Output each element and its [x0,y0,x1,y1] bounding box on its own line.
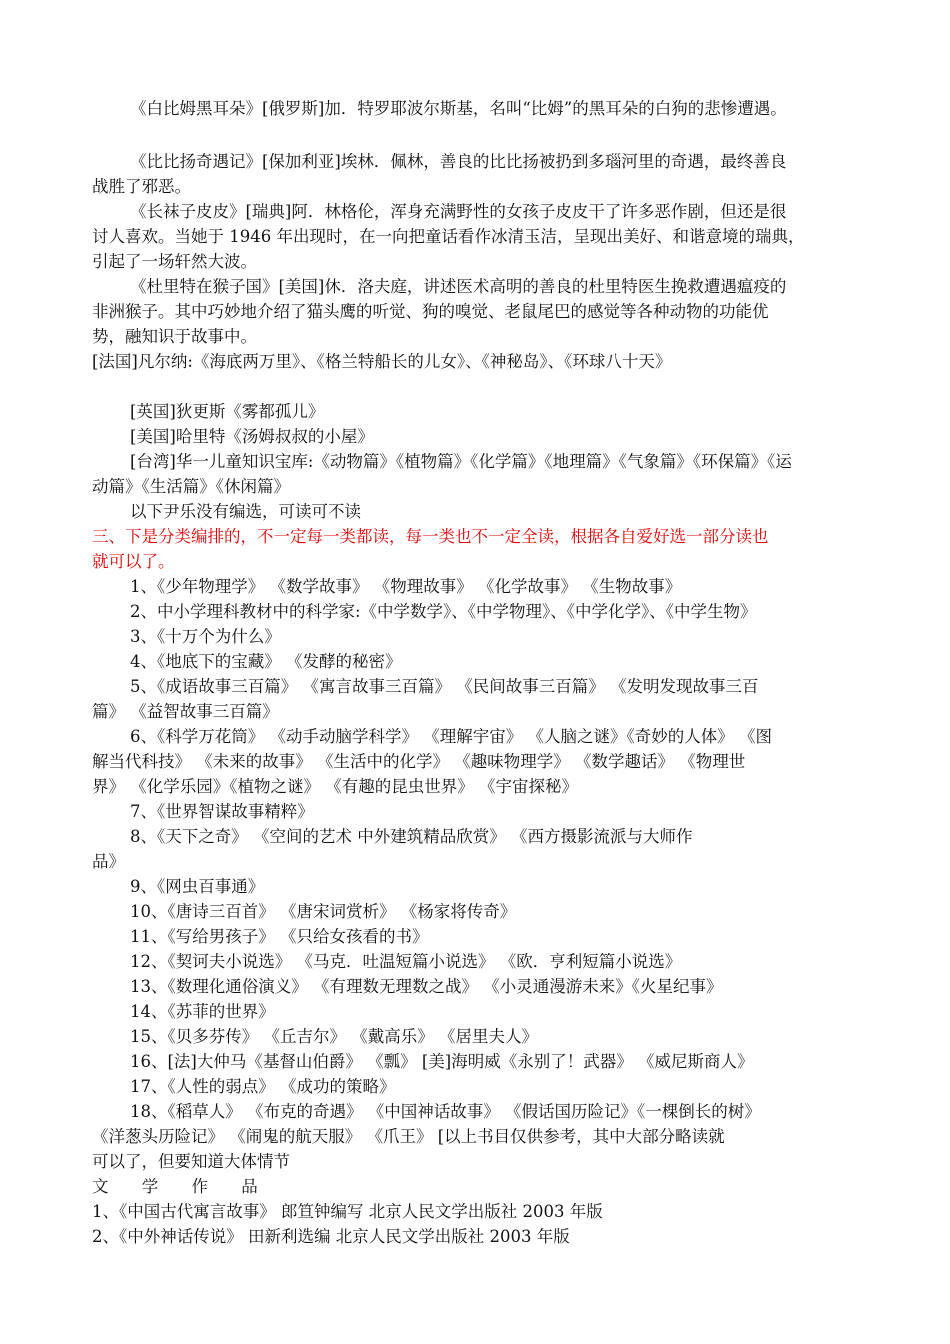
text-line: 《比比扬奇遇记》[保加利亚]埃林．佩林，善良的比比扬被扔到多瑙河里的奇遇，最终善良 [130,152,787,171]
text-line: 《长袜子皮皮》[瑞典]阿．林格伦，浑身充满野性的女孩子皮皮干了许多恶作剧，但还是很 [130,202,787,221]
text-line: 界》 《化学乐园》《植物之谜》 《有趣的昆虫世界》 《宇宙探秘》 [92,777,578,796]
text-line: 10、《唐诗三百首》 《唐宋词赏析》 《杨家将传奇》 [130,902,517,921]
text-line: 解当代科技》 《未来的故事》 《生活中的化学》 《趣味物理学》 《数学趣话》 《物理世 [92,752,746,771]
text-line: 17、《人性的弱点》 《成功的策略》 [130,1077,396,1096]
highlight-text-line: 就可以了。 [92,552,175,571]
text-line: 15、《贝多芬传》 《丘吉尔》 《戴高乐》 《居里夫人》 [130,1027,538,1046]
text-line: 14、《苏菲的世界》 [130,1002,275,1021]
text-line: 13、《数理化通俗演义》 《有理数无理数之战》 《小灵通漫游未来》《火星纪事》 [130,977,723,996]
text-line: 《白比姆黑耳朵》[俄罗斯]加．特罗耶波尔斯基，名叫“比姆”的黑耳朵的白狗的悲惨遭遇。 [130,99,787,118]
text-line: 讨人喜欢。当她于 1946 年出现时，在一向把童话看作冰清玉洁，呈现出美好、和谐意境的瑞典， [92,227,805,246]
text-line: 11、《写给男孩子》 《只给女孩看的书》 [130,927,429,946]
highlight-text-line: 三、下是分类编排的，不一定每一类都读，每一类也不一定全读，根据各自爱好选一部分读也 [92,527,769,546]
text-line: 1、《少年物理学》 《数学故事》 《物理故事》 《化学故事》 《生物故事》 [130,577,682,596]
text-line: 1、《中国古代寓言故事》 郎笪钟编写 北京人民文学出版社 2003 年版 [92,1202,603,1221]
text-line: 2、中小学理科教材中的科学家:《中学数学》、《中学物理》、《中学化学》、《中学生物》 [130,602,757,621]
text-line: [法国]凡尔纳:《海底两万里》、《格兰特船长的儿女》、《神秘岛》、《环球八十天》 [92,352,672,371]
text-line: 品》 [92,852,125,871]
text-line: 引起了一场轩然大波。 [92,252,257,271]
text-line: 战胜了邪恶。 [92,177,191,196]
text-line: 《洋葱头历险记》 《闹鬼的航天服》 《爪王》 [以上书目仅供参考，其中大部分略读就 [92,1127,725,1146]
text-line: [美国]哈里特《汤姆叔叔的小屋》 [130,427,374,446]
text-line: 12、《契诃夫小说选》 《马克．吐温短篇小说选》 《欧．亨利短篇小说选》 [130,952,682,971]
text-line: 势，融知识于故事中。 [92,327,257,346]
text-line: 6、《科学万花筒》 《动手动脑学科学》 《理解宇宙》 《人脑之谜》《奇妙的人体》 《图 [130,727,772,746]
text-line: 8、《天下之奇》 《空间的艺术 中外建筑精品欣赏》 《西方摄影流派与大师作 [130,827,693,846]
text-line: [英国]狄更斯《雾都孤儿》 [130,402,325,421]
text-line: 文 学 作 品 [92,1177,272,1196]
text-line: 4、《地底下的宝藏》 《发酵的秘密》 [130,652,402,671]
text-line: 《杜里特在猴子国》[美国]休．洛夫庭，讲述医术高明的善良的杜里特医生挽救遭遇瘟疫的 [130,277,787,296]
text-line: 5、《成语故事三百篇》 《寓言故事三百篇》 《民间故事三百篇》 《发明发现故事三百 [130,677,759,696]
text-line: 可以了，但要知道大体情节 [92,1152,290,1171]
text-line: 3、《十万个为什么》 [130,627,281,646]
text-line: 动篇》《生活篇》《休闲篇》 [92,477,290,496]
text-line: 以下尹乐没有编选，可读可不读 [130,502,361,521]
text-line: 篇》 《益智故事三百篇》 [92,702,279,721]
text-line: 2、《中外神话传说》 田新利选编 北京人民文学出版社 2003 年版 [92,1227,570,1246]
text-line: [台湾]华一儿童知识宝库:《动物篇》《植物篇》《化学篇》《地理篇》《气象篇》《环保篇》《运 [130,452,792,471]
text-line: 7、《世界智谋故事精粹》 [130,802,314,821]
text-line: 9、《网虫百事通》 [130,877,265,896]
text-line: 16、[法]大仲马《基督山伯爵》 《瓢》 [美]海明威《永别了！武器》 《威尼斯商人》 [130,1052,754,1071]
text-line: 非洲猴子。其中巧妙地介绍了猫头鹰的听觉、狗的嗅觉、老鼠尾巴的感觉等各种动物的功能优 [92,302,769,321]
text-line: 18、《稻草人》 《布克的奇遇》 《中国神话故事》 《假话国历险记》《一棵倒长的树》 [130,1102,761,1121]
